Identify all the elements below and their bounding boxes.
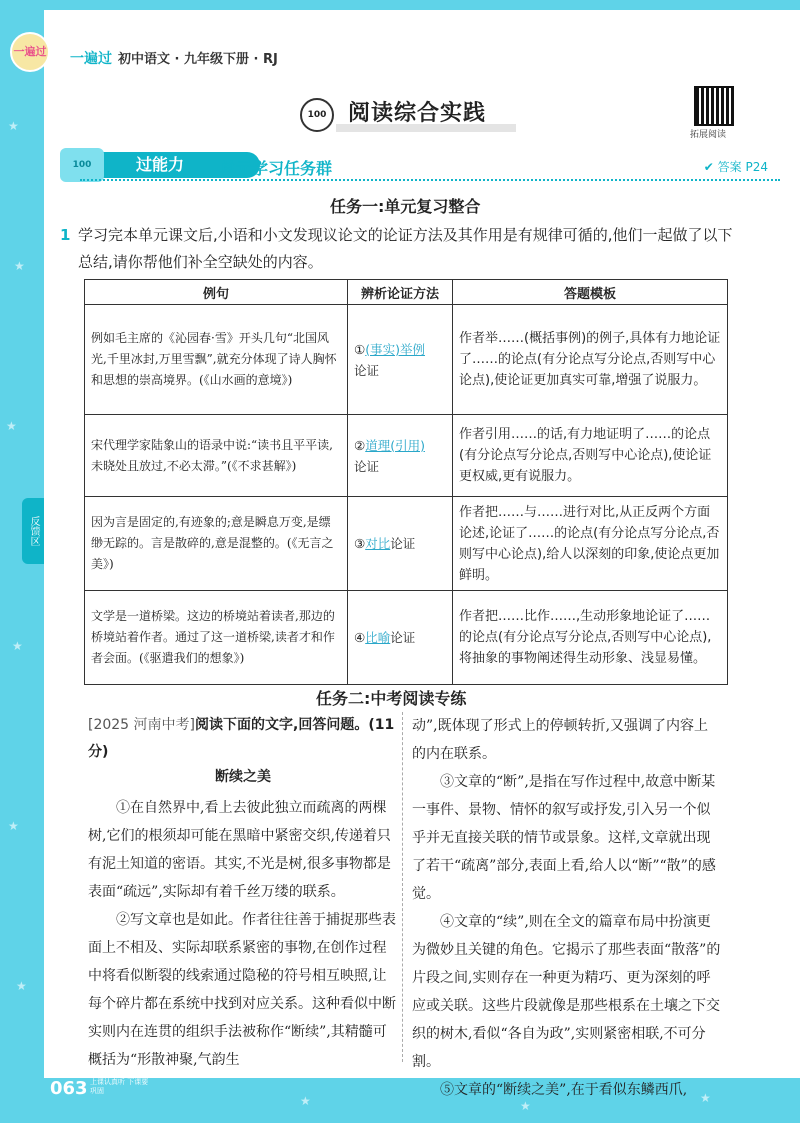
- method-cell: [348, 497, 453, 591]
- template-cell: 作者举……(概括事例)的例子,具体有力地论证了……的论点(有分论点写分论点,否则写中心论点),使论证更加真实可靠,增强了说服力。: [453, 305, 728, 415]
- table-row: [85, 415, 728, 497]
- example-cell: 例如毛主席的《沁园春·雪》开头几句“北国风光,千里冰封,万里雪飘”,就充分体现了诗人胸怀和思想的崇高境界。(《山水画的意境》): [85, 305, 348, 415]
- title-badge-icon: 100: [300, 98, 334, 132]
- section-badge-icon: 100: [60, 148, 104, 182]
- example-cell: 文学是一道桥梁。这边的桥境站着读者,那边的桥境站着作者。通过了这一道桥梁,读者才和作者会面。(《驱遣我们的想象》): [85, 591, 348, 685]
- section-divider: [80, 179, 780, 183]
- example-cell: 因为言是固定的,有迹象的;意是瞬息万变,是缥缈无踪的。言是散碎的,意是混整的。(《无言之美》): [85, 497, 348, 591]
- table-row: [85, 305, 728, 415]
- method-suffix: 论证: [390, 630, 416, 645]
- blank-number: ①: [354, 341, 366, 357]
- method-suffix: 论证: [354, 362, 380, 378]
- answer-blank: 比喻: [365, 630, 391, 645]
- question-text: 学习完本单元课文后,小语和小文发现议论文的论证方法及其作用是有规律可循的,他们一起做了以下总结,请你帮他们补全空缺处的内容。: [78, 226, 733, 271]
- table-header: 答题模板: [453, 280, 728, 305]
- blank-number: ④: [354, 630, 366, 645]
- method-suffix: 论证: [390, 536, 416, 551]
- template-cell: 作者把……与……进行对比,从正反两个方面论述,论证了……的论点(有分论点写分论点,否则写中心论点),给人以深刻的印象,使论点更加鲜明。: [453, 497, 728, 591]
- article-paragraph: ③文章的“断”,是指在写作过程中,故意中断某一事件、景物、情怀的叙写或抒发,引入另一个似乎并无直接关联的情节或景象。这样,文章就出现了若干“疏离”部分,表面上看,给人以“断”“散”的感觉。: [412, 774, 716, 902]
- table-row: [85, 497, 728, 591]
- method-cell: [348, 305, 453, 415]
- section-label: 过能力: [80, 152, 260, 178]
- brand-logo: 一遍过: [10, 32, 50, 72]
- qr-code-icon[interactable]: [694, 86, 734, 126]
- answer-blank: 道理(引用): [365, 437, 425, 453]
- title-text: 阅读综合实践: [348, 101, 487, 126]
- template-cell: 作者把……比作……,生动形象地论证了……的论点(有分论点写分论点,否则写中心论点),将抽象的事物阐述得生动形象、浅显易懂。: [453, 591, 728, 685]
- method-cell: [348, 415, 453, 497]
- page-number: 063: [50, 1078, 88, 1099]
- blank-number: ③: [354, 536, 366, 551]
- answer-blank: (事实)举例: [365, 341, 425, 357]
- article-paragraph: ②写文章也是如此。作者往往善于捕捉那些表面上不相及、实际却联系紧密的事物,在创作过程中将看似断裂的线索通过隐秘的符号相互映照,让每个碎片都在系统中找到对应关系。这种看似中断实则内在连贯的组织手法被称作“断续”,其精髓可概括为“形散神聚,气韵生: [88, 912, 396, 1068]
- footer-tag: 上课认真听 下课要巩固: [90, 1078, 149, 1095]
- exam-source: [2025 河南中考]: [88, 717, 196, 733]
- blank-number: ②: [354, 437, 366, 453]
- table-row: [85, 591, 728, 685]
- task2-heading: 任务二:中考阅读专练: [316, 689, 467, 708]
- example-cell: 宋代理学家陆象山的语录中说:“读书且平平读,未晓处且放过,不必太滞。”(《不求甚解》): [85, 415, 348, 497]
- argument-methods-table: [84, 279, 728, 685]
- answer-reference: [704, 158, 768, 175]
- section-bar: [60, 152, 780, 182]
- table-header: 例句: [85, 280, 348, 305]
- qr-label: 拓展阅读: [690, 130, 727, 140]
- brand-name: 一遍过: [70, 51, 112, 67]
- article-paragraph: ①在自然界中,看上去彼此独立而疏离的两棵树,它们的根须却可能在黑暗中紧密交织,传递着只有泥土知道的密语。其实,不光是树,很多事物都是表面“疏远”,实际却有着千丝万缕的联系。: [88, 800, 391, 900]
- article-paragraph: ⑤文章的“断续之美”,在于看似东鳞西爪,: [440, 1082, 688, 1098]
- question-number: 1: [60, 226, 71, 244]
- check-icon: ✔: [703, 160, 718, 174]
- answer-text: 答案 P24: [717, 160, 768, 174]
- instruction-text: 阅读下面的文字,回答问题。(11 分): [88, 717, 395, 760]
- article-paragraph: ④文章的“续”,则在全文的篇章布局中扮演更为微妙且关键的角色。它揭示了那些表面“散落”的片段之间,实则存在一种更为精巧、更为深刻的呼应或关联。这些片段就像是那些根系在土壤之下交织的树木,看似“各自为政”,实则紧密相联,不可分割。: [412, 914, 721, 1070]
- article-title: 断续之美: [215, 769, 271, 785]
- column-divider: [402, 712, 404, 1062]
- reading-instruction: [88, 712, 398, 766]
- template-cell: 作者引用……的话,有力地证明了……的论点(有分论点写分论点,否则写中心论点),使论证更权威,更有说服力。: [453, 415, 728, 497]
- article-paragraph: 动”,既体现了形式上的停顿转折,又强调了内容上的内在联系。: [412, 718, 709, 762]
- method-suffix: 论证: [354, 458, 380, 474]
- article-left-column: [88, 794, 398, 1074]
- table-header: 辨析论证方法: [348, 280, 453, 305]
- task1-heading: 任务一:单元复习整合: [330, 197, 481, 216]
- answer-blank: 对比: [365, 536, 391, 551]
- table-header-row: [85, 280, 728, 305]
- breadcrumb: 初中语文 · 九年级下册 · RJ: [118, 52, 278, 67]
- article-right-column: [412, 712, 722, 1104]
- feedback-side-tab[interactable]: 反馈区: [22, 498, 44, 564]
- page-title: [300, 96, 520, 134]
- method-cell: [348, 591, 453, 685]
- section-subtitle: 单元学习任务群: [220, 159, 333, 178]
